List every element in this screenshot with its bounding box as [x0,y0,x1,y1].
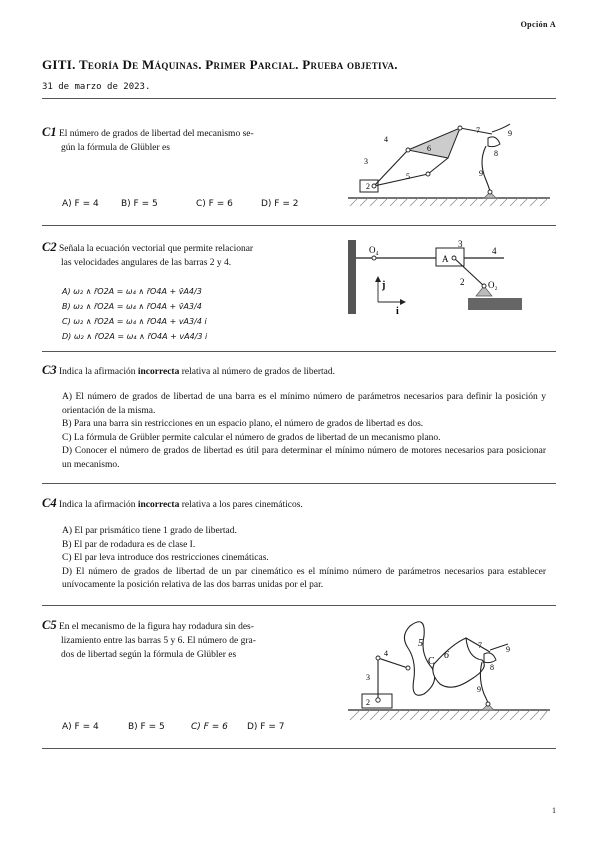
mechanism-figure-c2 [344,236,530,318]
divider [42,605,556,606]
divider [42,98,556,99]
option-d[interactable]: D) ω₂ ∧ r̄O2A = ω₄ ∧ r̄O4A + vA4/3 i [62,332,208,341]
fig-label: 9 [506,645,510,654]
question-text-post: relativa a los pares cinemáticos. [179,500,303,510]
mechanism-figure-c5 [340,608,556,734]
option-b[interactable]: B) ω₂ ∧ r̄O2A = ω₄ ∧ r̄O4A + v̄A3/4 [62,302,202,311]
options-c1 [62,199,322,211]
option-a[interactable]: A) F = 4 [62,199,99,209]
option-d[interactable]: D) El número de grados de libertad de un par cinemático es el mínimo número de parámetros necesarios para establecer unívocamente la posición relativa de las dos barras unidas por el par. [62,566,546,590]
fig-label: 6 [444,650,449,661]
divider [42,748,556,749]
option-b[interactable]: B) F = 5 [121,199,158,209]
fig-label: 3 [366,673,370,682]
option-a[interactable]: A) El par prismático tiene 1 grado de libertad. [62,526,237,536]
question-text: En el mecanismo de la figura hay rodadura sin des- [58,622,254,632]
option-a[interactable]: A) ω₂ ∧ r̄O2A = ω₄ ∧ r̄O4A + v̄A4/3 [62,287,202,296]
fig-label: 9 [479,169,483,178]
fig-label: j [382,280,386,291]
question-label: C4 [42,496,57,510]
options-c2 [62,284,302,344]
question-text: lizamiento entre las barras 5 y 6. El número de gra- [61,636,256,646]
fig-label: 3 [458,239,463,249]
option-b[interactable]: B) F = 5 [128,722,165,732]
option-b[interactable]: B) Para una barra sin restricciones en un espacio plano, el número de grados de libertad es dos. [62,419,424,429]
question-text: El número de grados de libertad del mecanismo se- [58,129,254,139]
fig-label: 7 [476,126,480,135]
question-text: gún la fórmula de Glübler es [61,143,170,153]
fig-label: 4 [384,135,388,144]
fig-label: 5 [406,172,410,181]
fig-label: 4 [492,246,497,256]
fig-label: 3 [364,157,368,166]
question-c4 [42,496,556,512]
exam-date: 31 de marzo de 2023. [42,82,151,92]
question-text-post: relativa al número de grados de libertad. [179,367,335,377]
fig-label: i [396,306,399,317]
question-text-bold: incorrecta [137,500,180,510]
question-text-bold: incorrecta [137,367,180,377]
fig-label: 7 [478,641,482,650]
question-label: C1 [42,125,57,139]
question-text: las velocidades angulares de las barras 2 y 4. [61,258,232,268]
option-a[interactable]: A) F = 4 [62,722,99,732]
option-d[interactable]: D) F = 7 [247,722,285,732]
options-c5 [62,722,322,734]
question-text-pre: Indica la afirmación [58,500,138,510]
option-c[interactable]: C) ω₂ ∧ r̄O2A = ω₄ ∧ r̄O4A + vA3/4 i [62,317,207,326]
fig-label: 8 [494,149,498,158]
question-text: Señala la ecuación vectorial que permite relacionar [58,244,254,254]
fig-label: 5 [418,638,423,649]
fig-label: 6 [427,144,431,153]
mechanism-figure-c1 [340,118,556,210]
option-d[interactable]: D) Conocer el número de grados de libertad es útil para determinar el mínimo número de motores necesarios para posicionar un mecanismo. [62,446,546,470]
divider [42,483,556,484]
page-title: GITI. Teoría De Máquinas. Primer Parcial. Prueba objetiva. [42,57,398,72]
option-c[interactable]: C) La fórmula de Grübler permite calcular el número de grados de libertad de un mecanismo plano. [62,432,441,443]
fig-label: 8 [490,663,494,672]
question-c1 [42,125,312,155]
question-c5 [42,618,322,662]
fig-label: 2 [366,698,370,707]
fig-label: O₂ [488,280,498,290]
question-c3 [42,363,556,379]
option-d[interactable]: D) F = 2 [261,199,299,209]
divider [42,351,556,352]
fig-label: C [428,656,435,667]
question-text: dos de libertad según la fórmula de Glübler es [61,650,237,660]
option-c[interactable]: C) El par leva introduce dos restricciones cinemáticas. [62,553,269,563]
page-number: 1 [552,806,556,815]
options-c4 [62,525,546,593]
divider [42,225,556,226]
question-label: C5 [42,618,57,632]
option-c[interactable]: C) F = 6 [196,199,233,209]
fig-label: 9 [477,685,481,694]
fig-label: 9 [508,129,512,138]
option-b[interactable]: B) El par de rodadura es de clase I. [62,539,196,550]
fig-label: 4 [384,649,388,658]
question-c2 [42,240,332,270]
options-c3 [62,391,546,472]
question-label: C3 [42,363,57,377]
fig-label: O₄ [369,245,379,255]
question-text-pre: Indica la afirmación [58,367,138,377]
option-c[interactable]: C) F = 6 [191,722,228,732]
fig-label: A [442,254,449,264]
option-a[interactable]: A) El número de grados de libertad de una barra es el mínimo número de parámetros necesarios para definir la posición y orientación de la misma. [62,392,546,416]
fig-label: 2 [460,277,465,287]
fig-label: 2 [366,182,370,191]
option-label: Opción A [520,20,556,29]
question-label: C2 [42,240,57,254]
